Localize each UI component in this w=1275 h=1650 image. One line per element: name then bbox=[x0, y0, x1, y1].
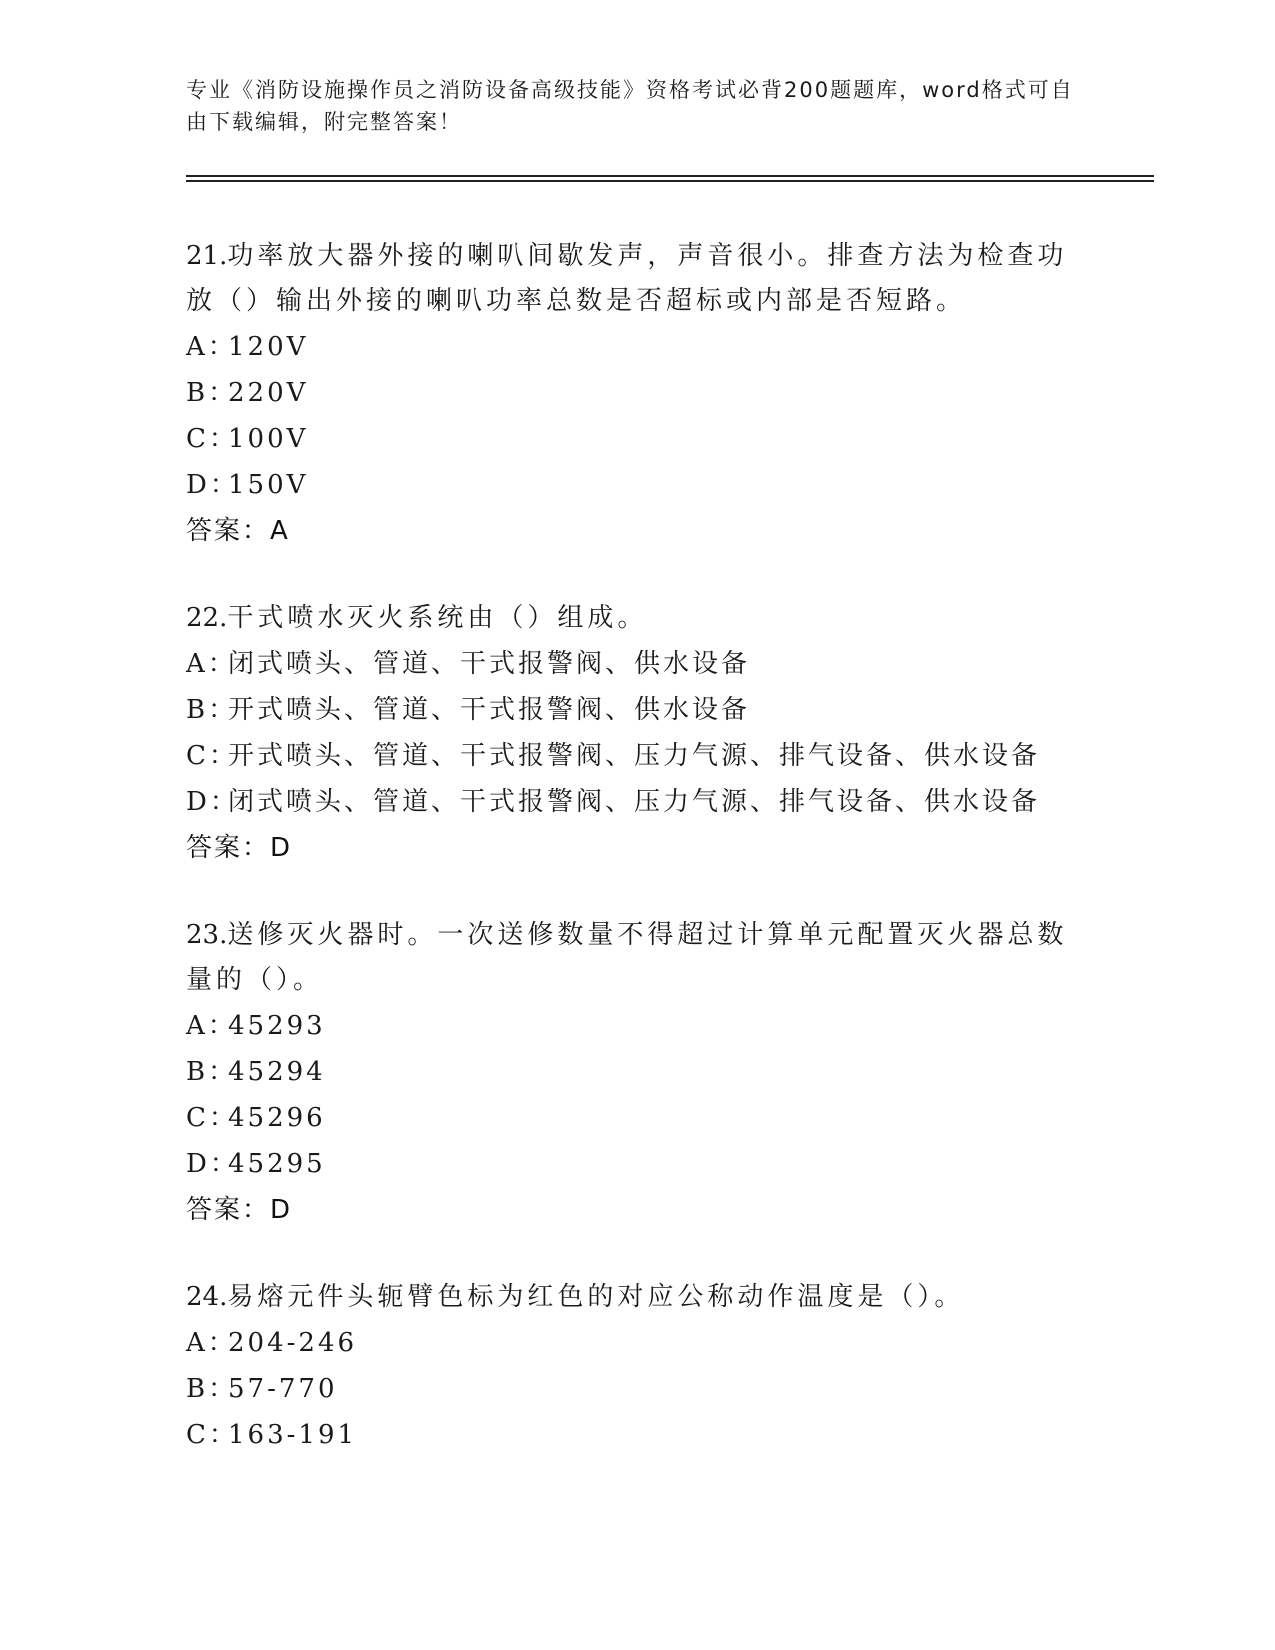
option-text: 100V bbox=[228, 424, 309, 454]
option-key: D： bbox=[186, 470, 239, 500]
option-c bbox=[186, 416, 1086, 462]
option-text: 开式喷头、管道、干式报警阀、压力气源、排气设备、供水设备 bbox=[228, 741, 1041, 771]
option-text: 45293 bbox=[228, 1011, 326, 1041]
option-c bbox=[186, 1412, 1086, 1458]
option-c bbox=[186, 733, 1086, 779]
option-c bbox=[186, 1095, 1086, 1141]
option-text: 闭式喷头、管道、干式报警阀、压力气源、排气设备、供水设备 bbox=[228, 787, 1041, 817]
option-text: 120V bbox=[228, 332, 309, 362]
option-key: B： bbox=[186, 1374, 238, 1404]
option-key: A： bbox=[186, 649, 237, 679]
answer-line: 答案：D bbox=[186, 1195, 293, 1225]
option-d bbox=[186, 1141, 1086, 1187]
option-b bbox=[186, 1049, 1086, 1095]
option-d bbox=[186, 462, 1086, 508]
question-text: 易熔元件头轭臂色标为红色的对应公称动作温度是（）。 bbox=[227, 1282, 965, 1312]
option-key: A： bbox=[186, 332, 237, 362]
option-text: 45294 bbox=[228, 1057, 326, 1087]
option-text: 闭式喷头、管道、干式报警阀、供水设备 bbox=[228, 649, 751, 679]
answer-line: 答案：D bbox=[186, 833, 293, 863]
question-21 bbox=[186, 234, 1086, 554]
question-stem bbox=[186, 1275, 1086, 1320]
question-stem bbox=[186, 913, 1086, 1003]
option-key: B： bbox=[186, 695, 238, 725]
header-title: 专业《消防设施操作员之消防设备高级技能》资格考试必背200题题库，word格式可自由下载编辑，附完整答案！ bbox=[186, 78, 1074, 134]
question-list bbox=[186, 234, 1086, 1500]
option-key: C： bbox=[186, 741, 238, 771]
option-a bbox=[186, 1003, 1086, 1049]
question-stem bbox=[186, 596, 1086, 641]
option-b bbox=[186, 687, 1086, 733]
question-24 bbox=[186, 1275, 1086, 1458]
question-23 bbox=[186, 913, 1086, 1233]
option-text: 220V bbox=[228, 378, 309, 408]
answer-line: 答案：A bbox=[186, 516, 290, 546]
question-text: 送修灭火器时。一次送修数量不得超过计算单元配置灭火器总数量的（）。 bbox=[186, 920, 1068, 995]
option-a bbox=[186, 641, 1086, 687]
option-text: 开式喷头、管道、干式报警阀、供水设备 bbox=[228, 695, 751, 725]
option-key: B： bbox=[186, 1057, 238, 1087]
option-d bbox=[186, 779, 1086, 825]
option-key: B： bbox=[186, 378, 238, 408]
option-a bbox=[186, 1320, 1086, 1366]
question-number: 22. bbox=[186, 603, 228, 633]
option-key: A： bbox=[186, 1011, 237, 1041]
question-text: 功率放大器外接的喇叭间歇发声，声音很小。排查方法为检查功放（）输出外接的喇叭功率总数是否超标或内部是否短路。 bbox=[186, 241, 1068, 316]
option-text: 57-770 bbox=[228, 1374, 338, 1404]
header-divider-bottom bbox=[186, 180, 1154, 182]
option-key: A： bbox=[186, 1328, 237, 1358]
question-number: 21. bbox=[186, 241, 228, 271]
option-text: 204-246 bbox=[228, 1328, 358, 1358]
question-stem bbox=[186, 234, 1086, 324]
option-key: D： bbox=[186, 1149, 239, 1179]
question-text: 干式喷水灭火系统由（）组成。 bbox=[227, 603, 648, 633]
option-text: 163-191 bbox=[228, 1420, 358, 1450]
option-text: 150V bbox=[228, 470, 309, 500]
option-a bbox=[186, 324, 1086, 370]
option-b bbox=[186, 1366, 1086, 1412]
option-key: C： bbox=[186, 1103, 238, 1133]
option-key: C： bbox=[186, 424, 238, 454]
question-22 bbox=[186, 596, 1086, 871]
option-text: 45296 bbox=[228, 1103, 326, 1133]
header-divider-top bbox=[186, 175, 1154, 177]
option-b bbox=[186, 370, 1086, 416]
option-key: C： bbox=[186, 1420, 238, 1450]
option-text: 45295 bbox=[228, 1149, 326, 1179]
question-number: 24. bbox=[186, 1282, 228, 1312]
document-header bbox=[186, 74, 1076, 138]
question-number: 23. bbox=[186, 920, 228, 950]
option-key: D： bbox=[186, 787, 239, 817]
